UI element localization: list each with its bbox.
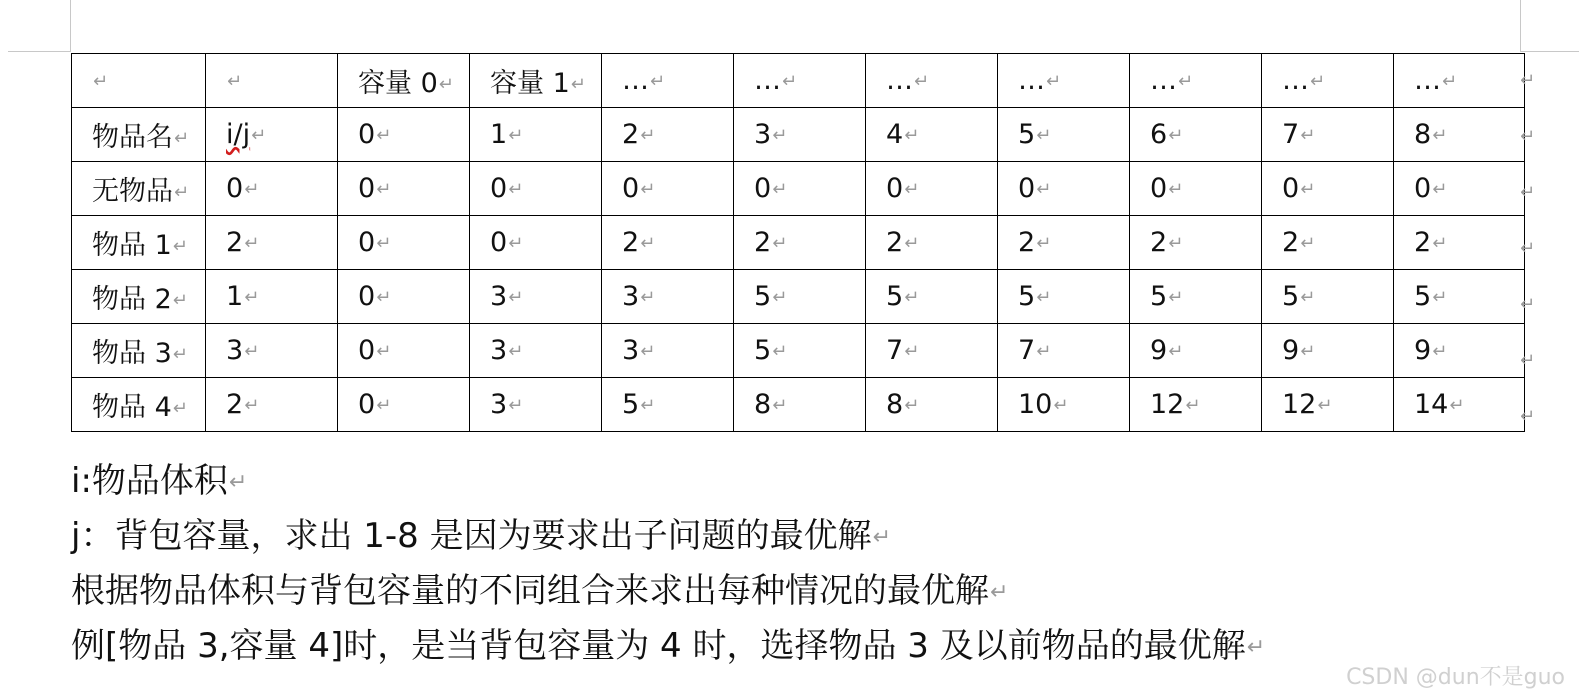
cell-text: 5 [754, 281, 772, 312]
cell-end-mark-icon: ↵ [376, 395, 392, 416]
cell-end-mark-icon: ↵ [772, 125, 788, 146]
table-cell[interactable] [602, 108, 734, 162]
cell-text: 0 [358, 173, 376, 204]
cell-end-mark-icon: ↵ [1053, 395, 1069, 416]
cell-end-mark-icon: ↵ [1168, 233, 1184, 254]
cell-text: 0 [886, 173, 904, 204]
cell-end-mark-icon: ↵ [508, 179, 524, 200]
table-cell[interactable] [470, 216, 602, 270]
cell-end-mark-icon: ↵ [1036, 233, 1052, 254]
table-cell[interactable] [734, 162, 866, 216]
table-cell[interactable] [338, 324, 470, 378]
table-cell[interactable] [998, 162, 1130, 216]
cell-text: 2 [1414, 227, 1432, 258]
page-corner-mark-right [1520, 0, 1521, 52]
cell-text: 0 [358, 119, 376, 150]
table-cell[interactable] [470, 324, 602, 378]
cell-end-mark-icon: ↵ [904, 179, 920, 200]
cell-end-mark-icon: ↵ [376, 179, 392, 200]
cell-end-mark-icon: ↵ [1036, 179, 1052, 200]
cell-end-mark-icon: ↵ [172, 344, 188, 365]
cell-end-mark-icon: ↵ [1300, 287, 1316, 308]
cell-text: 0 [358, 281, 376, 312]
cell-end-mark-icon: ↵ [1168, 287, 1184, 308]
cell-end-mark-icon: ↵ [772, 395, 788, 416]
cell-end-mark-icon: ↵ [1185, 395, 1201, 416]
cell-end-mark-icon: ↵ [570, 74, 586, 95]
cell-end-mark-icon: ↵ [772, 233, 788, 254]
table-cell[interactable] [206, 378, 338, 432]
table-cell[interactable] [866, 378, 998, 432]
table-cell[interactable] [338, 108, 470, 162]
table-cell[interactable] [734, 216, 866, 270]
table-cell[interactable] [338, 270, 470, 324]
table-cell[interactable] [998, 324, 1130, 378]
cell-text: 物品名 [92, 122, 173, 153]
table-cell[interactable] [206, 54, 338, 108]
cell-text: 3 [490, 281, 508, 312]
table-cell[interactable] [602, 378, 734, 432]
table-cell[interactable] [866, 216, 998, 270]
cell-end-mark-icon: ↵ [640, 125, 656, 146]
table-cell[interactable] [1130, 108, 1262, 162]
row-end-mark-icon: ↵ [1520, 126, 1536, 147]
table-row [72, 270, 1525, 324]
cell-end-mark-icon: ↵ [640, 287, 656, 308]
cell-text: 2 [226, 227, 244, 258]
table-header-row [72, 54, 1525, 108]
cell-text: 10 [1018, 389, 1053, 420]
table-cell[interactable] [1130, 324, 1262, 378]
table-cell[interactable] [866, 270, 998, 324]
cell-end-mark-icon: ↵ [1432, 233, 1448, 254]
cell-text: 6 [1150, 119, 1168, 150]
cell-text: 物品 1 [92, 230, 172, 261]
table-cell[interactable] [206, 108, 338, 162]
cell-end-mark-icon: ↵ [1168, 125, 1184, 146]
table-cell[interactable] [1262, 270, 1394, 324]
cell-text: … [1150, 65, 1177, 96]
cell-end-mark-icon: ↵ [1300, 341, 1316, 362]
cell-end-mark-icon: ↵ [376, 287, 392, 308]
cell-text: 4 [886, 119, 904, 150]
table-cell[interactable] [734, 324, 866, 378]
cell-text: 0 [358, 335, 376, 366]
table-cell[interactable] [1394, 324, 1525, 378]
table-cell-row-label[interactable] [72, 378, 206, 432]
table-cell[interactable] [338, 162, 470, 216]
cell-end-mark-icon: ↵ [376, 341, 392, 362]
csdn-watermark: CSDN @dun不是guo [1346, 665, 1565, 690]
cell-text: 3 [754, 119, 772, 150]
table-cell[interactable] [1394, 108, 1525, 162]
cell-end-mark-icon: ↵ [508, 341, 524, 362]
cell-end-mark-icon: ↵ [1168, 341, 1184, 362]
table-cell[interactable] [1130, 162, 1262, 216]
table-cell-row-label[interactable] [72, 216, 206, 270]
cell-text: 2 [1150, 227, 1168, 258]
cell-end-mark-icon: ↵ [640, 179, 656, 200]
cell-end-mark-icon: ↵ [244, 395, 260, 416]
cell-end-mark-icon: ↵ [1432, 287, 1448, 308]
cell-text: … [1018, 65, 1045, 96]
table-cell[interactable] [866, 324, 998, 378]
table-cell[interactable] [1262, 324, 1394, 378]
table-row [72, 216, 1525, 270]
cell-end-mark-icon: ↵ [508, 395, 524, 416]
cell-end-mark-icon: ↵ [174, 128, 190, 149]
paragraph-example[interactable]: 例[物品 3,容量 4]时，是当背包容量为 4 时，选择物品 3 及以前物品的最优解↵ [71, 626, 1266, 666]
table-cell[interactable] [998, 270, 1130, 324]
table-cell[interactable] [1394, 54, 1525, 108]
cell-end-mark-icon: ↵ [1442, 71, 1458, 92]
cell-end-mark-icon: ↵ [772, 287, 788, 308]
cell-text: 5 [1282, 281, 1300, 312]
cell-text: 12 [1282, 389, 1317, 420]
cell-text: 7 [1018, 335, 1036, 366]
cell-end-mark-icon: ↵ [244, 233, 260, 254]
cell-text: 12 [1150, 389, 1185, 420]
table-cell[interactable] [338, 216, 470, 270]
paragraph-capacity[interactable]: j：背包容量，求出 1-8 是因为要求出子问题的最优解↵ [71, 516, 892, 556]
table-cell[interactable] [734, 108, 866, 162]
table-cell[interactable] [1262, 216, 1394, 270]
row-end-mark-icon: ↵ [1520, 182, 1536, 203]
cell-text: 物品 2 [92, 284, 172, 315]
table-cell[interactable] [602, 324, 734, 378]
cell-end-mark-icon: ↵ [244, 341, 260, 362]
cell-text: 8 [754, 389, 772, 420]
cell-text: 0 [490, 227, 508, 258]
cell-text: 5 [1150, 281, 1168, 312]
table-cell[interactable] [470, 378, 602, 432]
table-row [72, 162, 1525, 216]
cell-text: 0 [1018, 173, 1036, 204]
cell-end-mark-icon: ↵ [904, 233, 920, 254]
table-cell[interactable] [734, 378, 866, 432]
cell-text: 7 [1282, 119, 1300, 150]
cell-text: 0 [1282, 173, 1300, 204]
cell-text: 1 [226, 281, 244, 312]
cell-text: 0 [1414, 173, 1432, 204]
cell-text: 5 [1018, 281, 1036, 312]
cell-end-mark-icon: ↵ [1036, 287, 1052, 308]
cell-end-mark-icon: ↵ [1178, 71, 1194, 92]
cell-text: 5 [1414, 281, 1432, 312]
cell-end-mark-icon: ↵ [376, 125, 392, 146]
table-cell[interactable] [206, 162, 338, 216]
cell-text: 2 [754, 227, 772, 258]
cell-end-mark-icon: ↵ [508, 125, 524, 146]
cell-end-mark-icon: ↵ [174, 182, 190, 203]
table-cell[interactable] [1262, 108, 1394, 162]
cell-text: 0 [226, 173, 244, 204]
cell-end-mark-icon: ↵ [782, 71, 798, 92]
cell-end-mark-icon: ↵ [1317, 395, 1333, 416]
cell-text: … [1282, 65, 1309, 96]
cell-text: 2 [886, 227, 904, 258]
cell-text: 0 [1150, 173, 1168, 204]
cell-text: 无物品 [92, 176, 173, 207]
table-row [72, 324, 1525, 378]
cell-text: 8 [1414, 119, 1432, 150]
table-cell[interactable] [206, 216, 338, 270]
paragraph-mark-icon: ↵ [1246, 635, 1266, 660]
cell-end-mark-icon: ↵ [508, 287, 524, 308]
table-cell-row-label[interactable] [72, 324, 206, 378]
row-end-mark-icon: ↵ [1520, 294, 1536, 315]
table-row [72, 378, 1525, 432]
table-cell[interactable] [734, 54, 866, 108]
table-cell[interactable] [470, 54, 602, 108]
table-cell[interactable] [602, 216, 734, 270]
cell-end-mark-icon: ↵ [227, 71, 243, 92]
table-cell-row-label[interactable] [72, 162, 206, 216]
cell-text: … [622, 65, 649, 96]
cell-text: 2 [226, 389, 244, 420]
cell-end-mark-icon: ↵ [93, 71, 109, 92]
cell-text: … [1414, 65, 1441, 96]
cell-end-mark-icon: ↵ [251, 125, 267, 146]
page-corner-mark-left [8, 51, 71, 52]
cell-end-mark-icon: ↵ [1432, 179, 1448, 200]
cell-end-mark-icon: ↵ [1036, 341, 1052, 362]
cell-end-mark-icon: ↵ [1449, 395, 1465, 416]
table-cell[interactable] [866, 108, 998, 162]
table-cell[interactable] [338, 378, 470, 432]
cell-text: i/j [226, 119, 251, 150]
cell-text: 物品 3 [92, 338, 172, 369]
cell-text: 7 [886, 335, 904, 366]
table-cell[interactable] [1262, 162, 1394, 216]
paragraph-mark-icon: ↵ [872, 525, 892, 550]
cell-text: 2 [1018, 227, 1036, 258]
cell-text: 0 [754, 173, 772, 204]
row-end-marks [1519, 53, 1549, 445]
table-cell[interactable] [1130, 378, 1262, 432]
cell-end-mark-icon: ↵ [1432, 341, 1448, 362]
table-cell[interactable] [998, 378, 1130, 432]
cell-text: 2 [622, 119, 640, 150]
table-cell[interactable] [602, 270, 734, 324]
row-end-mark-icon: ↵ [1520, 238, 1536, 259]
cell-end-mark-icon: ↵ [1300, 125, 1316, 146]
cell-end-mark-icon: ↵ [904, 341, 920, 362]
table-cell[interactable] [998, 216, 1130, 270]
cell-text: 容量 1 [490, 68, 570, 99]
table-row [72, 108, 1525, 162]
table-cell[interactable] [338, 54, 470, 108]
page-corner-mark-left [70, 0, 71, 52]
table-cell[interactable] [734, 270, 866, 324]
table-cell-row-label[interactable] [72, 270, 206, 324]
table-cell[interactable] [470, 162, 602, 216]
cell-text: 9 [1150, 335, 1168, 366]
cell-text: 0 [622, 173, 640, 204]
table-cell[interactable] [1394, 216, 1525, 270]
table-cell[interactable] [602, 162, 734, 216]
cell-end-mark-icon: ↵ [904, 395, 920, 416]
row-end-mark-icon: ↵ [1520, 350, 1536, 371]
cell-end-mark-icon: ↵ [772, 341, 788, 362]
cell-text: … [886, 65, 913, 96]
cell-text: 1 [490, 119, 508, 150]
table-cell[interactable] [1394, 270, 1525, 324]
cell-text: 2 [1282, 227, 1300, 258]
cell-end-mark-icon: ↵ [172, 398, 188, 419]
cell-text: 5 [622, 389, 640, 420]
table-cell[interactable] [1130, 54, 1262, 108]
cell-end-mark-icon: ↵ [640, 341, 656, 362]
paragraph-item-volume[interactable]: i:物品体积↵ [71, 461, 248, 501]
cell-text: 5 [754, 335, 772, 366]
cell-end-mark-icon: ↵ [640, 233, 656, 254]
table-cell[interactable] [1394, 162, 1525, 216]
table-cell-row-label[interactable] [72, 108, 206, 162]
cell-end-mark-icon: ↵ [904, 287, 920, 308]
cell-end-mark-icon: ↵ [244, 287, 260, 308]
cell-end-mark-icon: ↵ [172, 236, 188, 257]
cell-end-mark-icon: ↵ [1036, 125, 1052, 146]
cell-text: 3 [490, 335, 508, 366]
cell-end-mark-icon: ↵ [914, 71, 930, 92]
cell-end-mark-icon: ↵ [1310, 71, 1326, 92]
paragraph-mark-icon: ↵ [990, 580, 1009, 605]
table-cell[interactable] [998, 108, 1130, 162]
paragraph-combination[interactable]: 根据物品体积与背包容量的不同组合来求出每种情况的最优解↵ [71, 571, 1009, 611]
table-cell[interactable] [470, 270, 602, 324]
cell-text: 9 [1282, 335, 1300, 366]
cell-text: 14 [1414, 389, 1449, 420]
table-cell[interactable] [1394, 378, 1525, 432]
table-cell[interactable] [206, 270, 338, 324]
cell-end-mark-icon: ↵ [1432, 125, 1448, 146]
cell-end-mark-icon: ↵ [1300, 179, 1316, 200]
cell-text: 3 [226, 335, 244, 366]
table-cell[interactable] [206, 324, 338, 378]
cell-text: 容量 0 [358, 68, 438, 99]
table-cell[interactable] [866, 54, 998, 108]
cell-end-mark-icon: ↵ [772, 179, 788, 200]
table-cell[interactable] [470, 108, 602, 162]
knapsack-dp-table [71, 53, 1525, 432]
cell-text: … [754, 65, 781, 96]
cell-end-mark-icon: ↵ [650, 71, 666, 92]
cell-text: 0 [358, 227, 376, 258]
paragraph-mark-icon: ↵ [228, 470, 248, 495]
cell-text: 5 [1018, 119, 1036, 150]
cell-end-mark-icon: ↵ [244, 179, 260, 200]
table-cell[interactable] [1130, 270, 1262, 324]
row-end-mark-icon: ↵ [1520, 70, 1536, 91]
cell-end-mark-icon: ↵ [640, 395, 656, 416]
table-cell[interactable] [1262, 378, 1394, 432]
table-cell[interactable] [1262, 54, 1394, 108]
table-cell[interactable] [998, 54, 1130, 108]
table-cell[interactable] [1130, 216, 1262, 270]
cell-end-mark-icon: ↵ [438, 74, 454, 95]
cell-text: 9 [1414, 335, 1432, 366]
cell-text: 0 [490, 173, 508, 204]
cell-end-mark-icon: ↵ [1300, 233, 1316, 254]
cell-text: 物品 4 [92, 392, 172, 423]
cell-end-mark-icon: ↵ [1046, 71, 1062, 92]
table-cell-row-label[interactable] [72, 54, 206, 108]
cell-text: 8 [886, 389, 904, 420]
cell-text: 0 [358, 389, 376, 420]
page-corner-mark-right [1520, 51, 1579, 52]
row-end-mark-icon: ↵ [1520, 406, 1536, 427]
cell-text: 3 [622, 281, 640, 312]
cell-end-mark-icon: ↵ [172, 290, 188, 311]
cell-text: 5 [886, 281, 904, 312]
cell-end-mark-icon: ↵ [508, 233, 524, 254]
cell-end-mark-icon: ↵ [1168, 179, 1184, 200]
cell-end-mark-icon: ↵ [376, 233, 392, 254]
cell-text: 3 [490, 389, 508, 420]
cell-text: 2 [622, 227, 640, 258]
table-cell[interactable] [602, 54, 734, 108]
table-cell[interactable] [866, 162, 998, 216]
cell-end-mark-icon: ↵ [904, 125, 920, 146]
cell-text: 3 [622, 335, 640, 366]
